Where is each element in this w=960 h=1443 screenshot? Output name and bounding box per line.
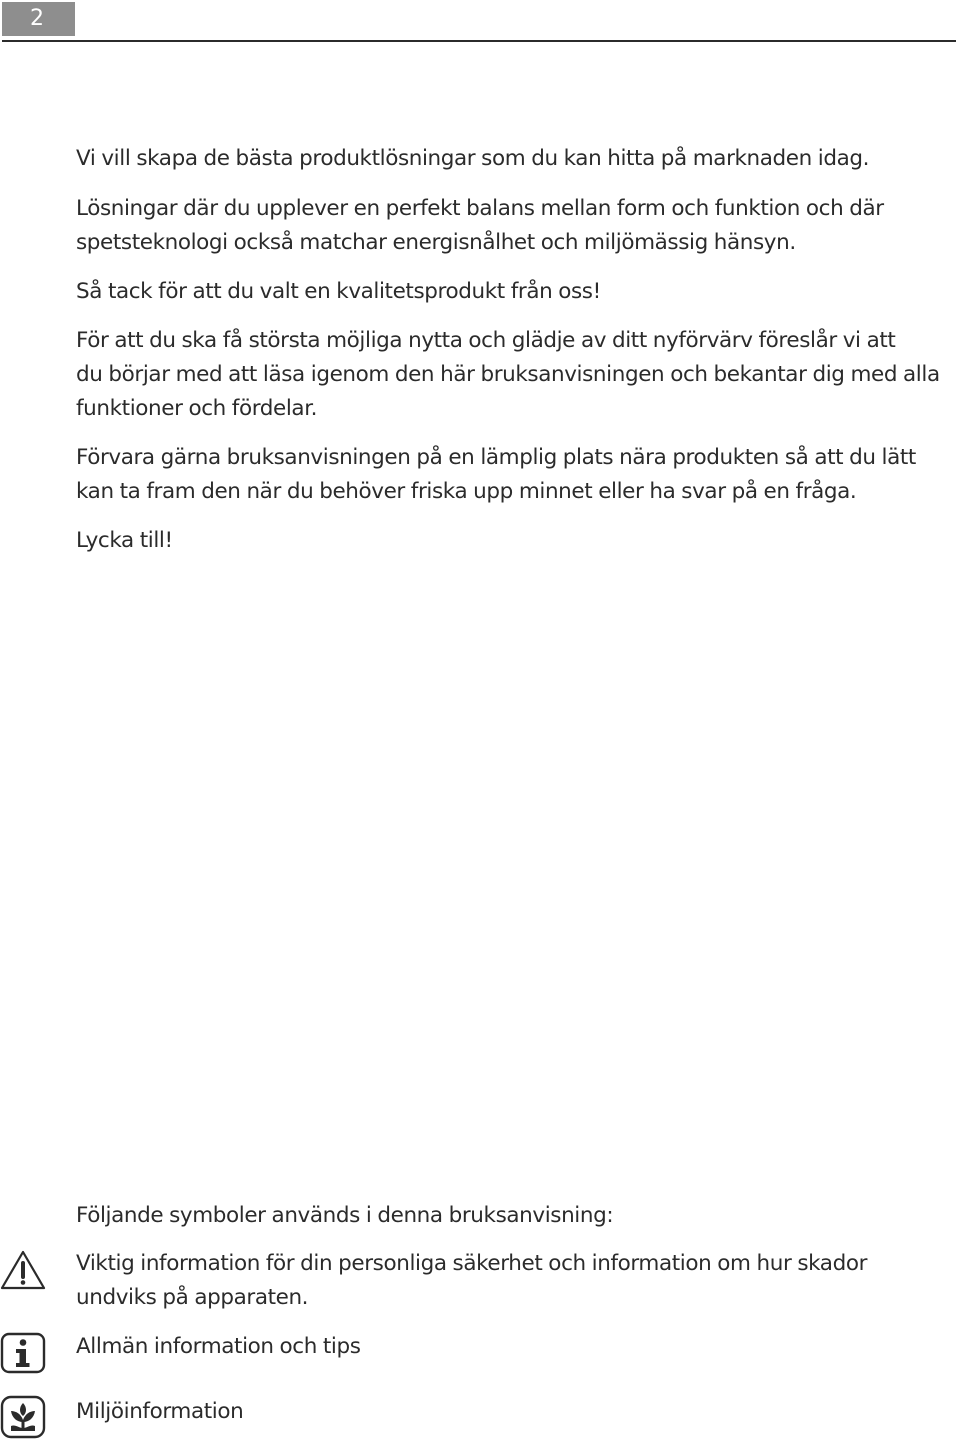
text-line: Lycka till! [76,528,173,553]
text-line: Följande symboler används i denna bruksanvisning: [76,1203,614,1228]
text-line: Förvara gärna bruksanvisningen på en lämplig plats nära produkten så att du lätt [76,445,916,470]
intro-paragraph-3 [76,275,960,309]
symbols-heading [76,1199,960,1233]
text-line: Viktig information för din personliga säkerhet och information om hur skador [76,1251,868,1276]
page-number: 2 [2,2,75,36]
text-line: du börjar med att läsa igenom den här bruksanvisningen och bekantar dig med alla [76,362,940,387]
environment-icon [0,1395,46,1441]
text-line: Så tack för att du valt en kvalitetsprodukt från oss! [76,279,601,304]
warning-description [76,1247,960,1315]
text-line: spetsteknologi också matchar energisnålhet och miljömässig hänsyn. [76,230,796,255]
environment-description [76,1395,960,1429]
info-icon [0,1332,46,1378]
intro-paragraph-6 [76,524,960,558]
intro-paragraph-4 [76,324,960,426]
text-line: För att du ska få största möjliga nytta och glädje av ditt nyförvärv föreslår vi att [76,328,896,353]
info-description [76,1330,960,1364]
text-line: undviks på apparaten. [76,1285,309,1310]
text-line: Allmän information och tips [76,1334,361,1359]
intro-paragraph-2 [76,192,960,260]
text-line: Miljöinformation [76,1399,244,1424]
text-line: funktioner och fördelar. [76,396,318,421]
text-line: kan ta fram den när du behöver friska upp minnet eller ha svar på en fråga. [76,479,857,504]
header-rule [2,40,956,42]
intro-paragraph-5 [76,441,960,509]
warning-triangle-icon [0,1249,46,1295]
text-line: Lösningar där du upplever en perfekt balans mellan form och funktion och där [76,196,884,221]
intro-paragraph-1 [76,142,960,176]
text-line: Vi vill skapa de bästa produktlösningar som du kan hitta på marknaden idag. [76,146,870,171]
